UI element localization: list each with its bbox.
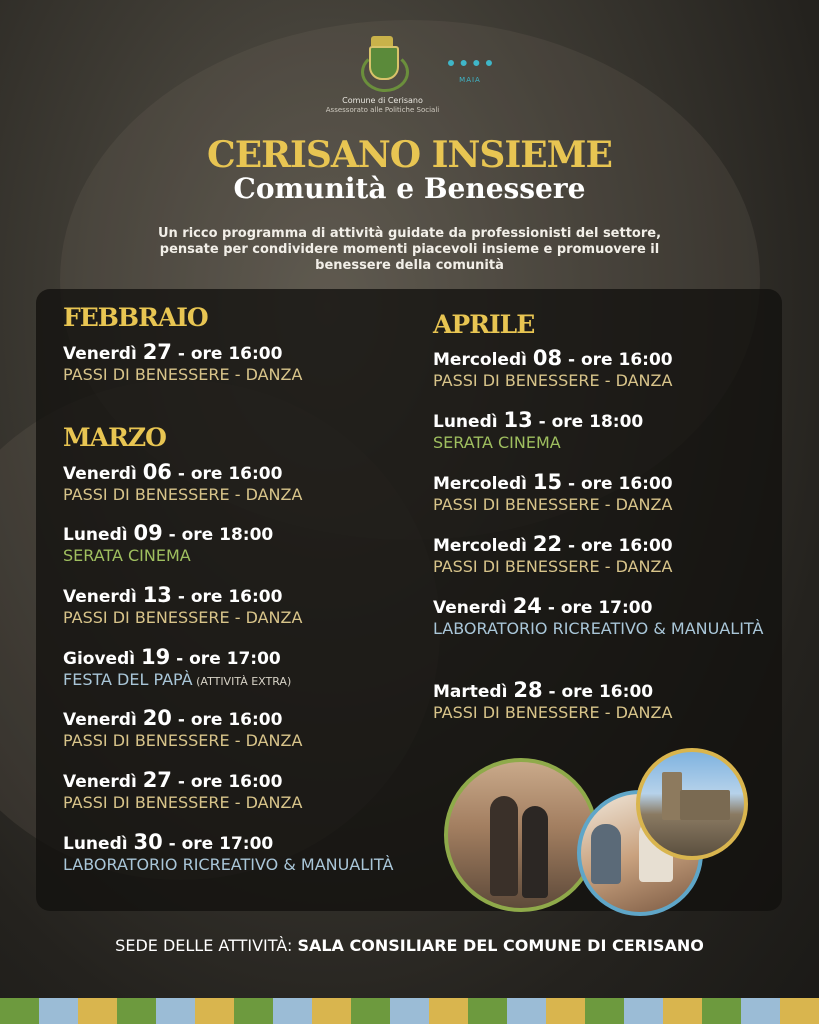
stripe-segment bbox=[546, 998, 585, 1024]
event-time: - ore 16:00 bbox=[542, 682, 654, 702]
event-time: - ore 17:00 bbox=[162, 834, 274, 854]
event-note: (ATTIVITÀ EXTRA) bbox=[192, 675, 292, 688]
event-activity: PASSI DI BENESSERE - DANZA bbox=[433, 703, 673, 722]
event-weekday: Lunedì bbox=[63, 834, 134, 854]
cerisano-crest-icon bbox=[361, 34, 403, 92]
stripe-segment bbox=[273, 998, 312, 1024]
stripe-segment bbox=[117, 998, 156, 1024]
event-date bbox=[63, 706, 302, 730]
logos bbox=[0, 30, 819, 120]
maia-logo-text: MAIA bbox=[459, 76, 481, 84]
event-time: - ore 18:00 bbox=[532, 412, 644, 432]
event-apr-08 bbox=[433, 346, 673, 392]
venue-label: SEDE DELLE ATTIVITÀ: bbox=[115, 936, 293, 955]
stripe-segment bbox=[624, 998, 663, 1024]
event-time: - ore 18:00 bbox=[162, 525, 274, 545]
comune-name: Comune di Cerisano bbox=[342, 96, 423, 105]
event-time: - ore 16:00 bbox=[562, 350, 673, 370]
color-stripe bbox=[0, 998, 819, 1024]
event-date bbox=[63, 583, 302, 607]
stripe-segment bbox=[312, 998, 351, 1024]
photo-elderly-couple-walking bbox=[444, 758, 598, 912]
event-weekday: Venerdì bbox=[433, 598, 513, 618]
event-day: 09 bbox=[133, 521, 163, 545]
stripe-segment bbox=[78, 998, 117, 1024]
stripe-segment bbox=[195, 998, 234, 1024]
event-weekday: Lunedì bbox=[433, 412, 504, 432]
event-day: 27 bbox=[142, 340, 172, 364]
stripe-segment bbox=[351, 998, 390, 1024]
event-day: 24 bbox=[512, 594, 542, 618]
event-activity: PASSI DI BENESSERE - DANZA bbox=[433, 495, 673, 514]
event-date bbox=[63, 830, 403, 854]
poster-title: CERISANO INSIEME bbox=[207, 134, 612, 176]
event-date bbox=[63, 645, 291, 669]
event-activity: PASSI DI BENESSERE - DANZA bbox=[63, 365, 303, 384]
event-day: 15 bbox=[532, 470, 563, 494]
event-time: - ore 16:00 bbox=[171, 344, 283, 364]
event-date bbox=[63, 521, 273, 545]
event-day: 13 bbox=[503, 408, 533, 432]
event-day: 28 bbox=[513, 678, 543, 702]
event-weekday: Venerdì bbox=[63, 772, 143, 792]
event-day: 27 bbox=[142, 768, 172, 792]
event-day: 19 bbox=[141, 645, 171, 669]
month-heading-febbraio: FEBBRAIO bbox=[63, 303, 208, 332]
event-activity: SERATA CINEMA bbox=[433, 433, 561, 452]
event-weekday: Lunedì bbox=[63, 525, 134, 545]
event-weekday: Giovedì bbox=[63, 649, 141, 669]
event-time: - ore 16:00 bbox=[562, 474, 673, 494]
stripe-segment bbox=[780, 998, 819, 1024]
stripe-segment bbox=[663, 998, 702, 1024]
event-apr-22 bbox=[433, 532, 673, 578]
event-date bbox=[63, 460, 302, 484]
event-date bbox=[63, 768, 302, 792]
month-heading-aprile: APRILE bbox=[433, 310, 535, 339]
event-mar-09 bbox=[63, 521, 273, 567]
event-time: - ore 16:00 bbox=[171, 587, 283, 607]
event-activity: PASSI DI BENESSERE - DANZA bbox=[433, 557, 673, 576]
event-day: 06 bbox=[142, 460, 172, 484]
event-day: 22 bbox=[532, 532, 563, 556]
stripe-segment bbox=[234, 998, 273, 1024]
photo-collage bbox=[444, 748, 744, 918]
stripe-segment bbox=[429, 998, 468, 1024]
stripe-segment bbox=[156, 998, 195, 1024]
event-activity: PASSI DI BENESSERE - DANZA bbox=[63, 608, 303, 627]
event-weekday: Venerdì bbox=[63, 344, 143, 364]
event-day: 20 bbox=[142, 706, 172, 730]
event-activity: LABORATORIO RICREATIVO & MANUALITÀ bbox=[63, 855, 394, 874]
event-weekday: Venerdì bbox=[63, 710, 143, 730]
event-date bbox=[433, 408, 643, 432]
event-weekday: Martedì bbox=[433, 682, 514, 702]
event-day: 30 bbox=[133, 830, 163, 854]
stripe-segment bbox=[702, 998, 741, 1024]
photo-cerisano-church bbox=[636, 748, 748, 860]
event-activity: PASSI DI BENESSERE - DANZA bbox=[63, 731, 303, 750]
event-time: - ore 17:00 bbox=[170, 649, 281, 669]
event-activity: FESTA DEL PAPÀ (ATTIVITÀ EXTRA) bbox=[63, 670, 292, 689]
event-activity: PASSI DI BENESSERE - DANZA bbox=[63, 485, 303, 504]
stripe-segment bbox=[741, 998, 780, 1024]
stripe-segment bbox=[39, 998, 78, 1024]
event-date bbox=[433, 470, 673, 494]
stripe-segment bbox=[468, 998, 507, 1024]
event-day: 13 bbox=[142, 583, 172, 607]
event-mar-19 bbox=[63, 645, 291, 693]
event-weekday: Mercoledì bbox=[433, 350, 533, 370]
event-date bbox=[63, 340, 302, 364]
event-mar-30 bbox=[63, 830, 403, 876]
venue-name: SALA CONSILIARE DEL COMUNE DI CERISANO bbox=[297, 936, 704, 955]
event-activity: LABORATORIO RICREATIVO & MANUALITÀ bbox=[433, 619, 764, 638]
event-weekday: Mercoledì bbox=[433, 474, 533, 494]
event-mar-06 bbox=[63, 460, 302, 506]
event-feb-27 bbox=[63, 340, 302, 386]
event-weekday: Venerdì bbox=[63, 464, 143, 484]
event-activity: PASSI DI BENESSERE - DANZA bbox=[63, 793, 303, 812]
event-apr-15 bbox=[433, 470, 673, 516]
event-date bbox=[433, 346, 673, 370]
event-weekday: Mercoledì bbox=[433, 536, 533, 556]
stripe-segment bbox=[0, 998, 39, 1024]
event-time: - ore 16:00 bbox=[562, 536, 673, 556]
event-date bbox=[433, 594, 773, 618]
stripe-segment bbox=[585, 998, 624, 1024]
event-day: 08 bbox=[532, 346, 563, 370]
event-time: - ore 16:00 bbox=[171, 710, 283, 730]
poster-subtitle: Comunità e Benessere bbox=[233, 172, 586, 205]
comune-subtitle: Assessorato alle Politiche Sociali bbox=[325, 106, 440, 114]
event-weekday: Venerdì bbox=[63, 587, 143, 607]
maia-logo-icon bbox=[446, 58, 494, 86]
stripe-segment bbox=[507, 998, 546, 1024]
event-time: - ore 16:00 bbox=[171, 464, 283, 484]
month-heading-marzo: MARZO bbox=[63, 423, 166, 452]
intro-text: Un ricco programma di attività guidate da professionisti del settore, pensate per condividere momenti piacevoli insieme e promuovere il benessere della comunità bbox=[157, 226, 662, 273]
venue-footer bbox=[0, 936, 819, 955]
event-activity: SERATA CINEMA bbox=[63, 546, 191, 565]
event-mar-27 bbox=[63, 768, 302, 814]
stripe-segment bbox=[390, 998, 429, 1024]
event-mar-13 bbox=[63, 583, 302, 629]
event-apr-28 bbox=[433, 678, 672, 724]
event-apr-13 bbox=[433, 408, 643, 454]
event-apr-24 bbox=[433, 594, 773, 640]
event-date bbox=[433, 532, 673, 556]
event-date bbox=[433, 678, 672, 702]
event-mar-20 bbox=[63, 706, 302, 752]
event-time: - ore 17:00 bbox=[541, 598, 653, 618]
header bbox=[0, 0, 819, 290]
event-activity: PASSI DI BENESSERE - DANZA bbox=[433, 371, 673, 390]
event-time: - ore 16:00 bbox=[171, 772, 283, 792]
